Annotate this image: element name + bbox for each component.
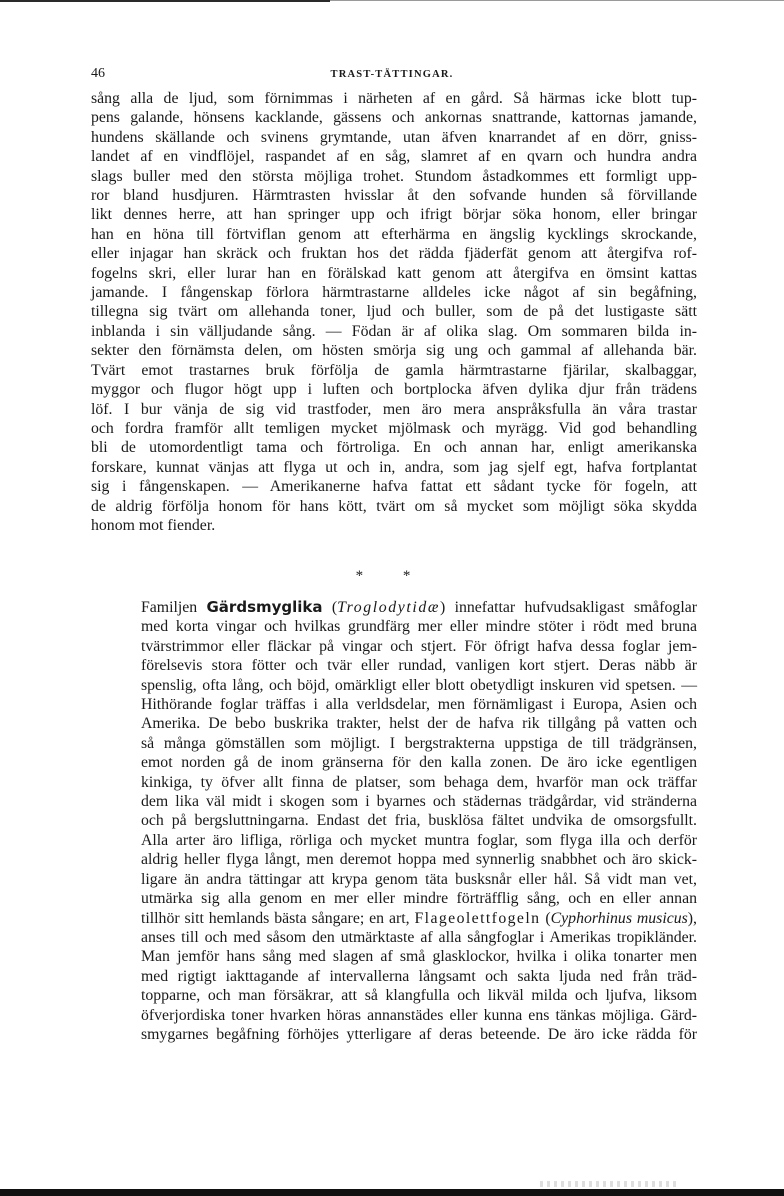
text-line: och på bergsluttningarna. Endast det fria, busklösa fältet undvika de omsorgsfullt. <box>141 812 697 830</box>
top-edge-rule <box>0 0 330 2</box>
text-run: ), <box>687 909 697 927</box>
page-number: 46 <box>91 66 105 81</box>
text-line: aldrig heller flyga långt, men deremot hoppa med synnerlig snabbhet och äro skick- <box>141 851 697 869</box>
text-line: landet af en vindflöjel, raspandet af en såg, slamret af en qvarn och hundra andra <box>91 148 697 166</box>
text-run: ( <box>540 909 551 927</box>
running-head: TRAST-TÄTTINGAR. <box>330 69 454 80</box>
bottom-edge-rule <box>0 1189 784 1196</box>
text-line: spenslig, ofta lång, och böjd, omärkligt eller blott obetydligt inskuren vid spetsen. — <box>141 676 697 694</box>
text-line-species <box>91 909 697 928</box>
text-line: tvärstrimmor eller fläckar på vingar och stjert. För öfrigt hafva dessa foglar jem- <box>141 637 697 655</box>
text-line: hundens skällande och svinens grymtande, utan äfven knarrandet af en dörr, gniss- <box>91 128 697 146</box>
text-line: sång alla de ljud, som förnimmas i närheten af en gård. Så härmas icke blott tup- <box>91 90 697 107</box>
text-line: Man jemför hans sång med slagen af små glasklockor, hvilka i olika tonarter men <box>141 948 697 966</box>
text-line: pens galande, hönsens kacklande, gässens och ankornas snattrande, kattornas jamande, <box>91 109 697 127</box>
text-line: Tvärt emot trastarnes bruk förfölja de gamla härmtrastarne fjärilar, skalbaggar, <box>91 361 697 379</box>
text-run: Familjen <box>141 599 207 616</box>
family-name: Gärdsmyglika <box>206 598 323 616</box>
text-line: öfverjordiska toner hvarken höras annanstädes eller kunna ens tänkas möjliga. Gärd- <box>141 1006 697 1024</box>
text-run: ) innefattar hufvudsakligast småfoglar <box>440 599 697 616</box>
text-line: honom mot fiender. <box>91 516 216 534</box>
text-line: Alla arter äro lifliga, rörliga och mycket muntra foglar, som flyga illa och derför <box>141 831 697 849</box>
text-line: jamande. I fångenskap förlora härmtrastarne alldeles icke något af sin begåfning, <box>91 284 697 302</box>
text-line: sekter den förnämsta delen, om hösten smörja sig ung och gammal af allehanda bär. <box>91 342 697 360</box>
text-line: bli de utomordentligt tama och förtroliga. En och annan har, enligt amerikanska <box>91 439 697 457</box>
text-line: dem lika väl midt i skogen som i byarnes och städernas trädgårdar, vid stränderna <box>141 793 697 811</box>
text-line: slags buller med den största möjliga trohet. Stundom åstadkommes ett formligt upp- <box>91 167 697 185</box>
text-line: och fordra framför allt temligen mycket mjölmask och myrägg. Vid god behandling <box>91 419 697 437</box>
section-separator: * * <box>355 568 429 584</box>
text-line: med rigtigt iakttagande af intervallerna långsamt och sakta ljuda ned från träd- <box>141 967 697 985</box>
text-line: ligare än andra tättingar att krypa genom täta busksnår eller hål. Så vidt man vet, <box>141 870 697 888</box>
text-line: kinkiga, ty öfver allt finna de platser, som behaga dem, hvarför man ock träffar <box>141 773 697 791</box>
text-line: likt dennes herre, att han springer upp och ifrigt börjar söka honom, eller bringar <box>91 206 697 224</box>
text-line: eller injagar han skräck och fruktan hos det rädda fjäderfät genom att återgifva rof- <box>91 245 697 263</box>
text-line-first <box>91 598 697 617</box>
text-line: löf. I bur vänja de sig vid trastfoder, men äro mera anspråksfulla än våra trastar <box>91 400 697 418</box>
text-line: topparne, och man försäkrar, att så klangfulla och likväl milda och ljufva, liksom <box>141 987 697 1005</box>
text-line: ror bland husdjuren. Härmtrasten hvisslar åt den sofvande hunden så förvillande <box>91 187 697 205</box>
text-line: Amerika. De bebo buskrika trakter, helst der de hafva rik tillgång på vatten och <box>141 715 697 733</box>
text-line: förelsevis stora fötter och tvär eller rundad, vanligen kort stjert. Deras näbb är <box>141 657 697 675</box>
text-line: han en höna till förtviflan genom att efterhärma en ängslig kycklings skrockande, <box>91 225 697 243</box>
text-line: sig i fångenskapen. — Amerikanerne hafva fattat ett sådant tycke för fogeln, att <box>91 478 697 496</box>
text-line: fogelns skri, eller lurar han en förälskad katt genom att återgifva en ömsint kattas <box>91 264 697 282</box>
text-line: de aldrig förfölja honom för hans kött, tvärt om så mycket som möjligt söka skydda <box>91 497 697 515</box>
text-line: myggor och flugor högt upp i luften och bortplocka äfven dylika djur från trädens <box>91 381 697 399</box>
text-line: forskare, kunnat vänjas att flyga ut och in, andra, som jag sjelf egt, hafva fortplantat <box>91 458 697 476</box>
text-run: ( <box>322 599 338 616</box>
family-latin-name: Troglodytidæ <box>337 599 441 616</box>
text-line: med korta vingar och hvilkas grundfärg mer eller mindre stöter i rödt med bruna <box>141 618 697 636</box>
text-line: tillegna sig tvärt om allehanda toner, ljud och buller, som de på det lustigaste sätt <box>91 303 697 321</box>
species-common-name: Flageolettfogeln <box>414 909 541 927</box>
text-line: utmärka sig alla genom en mer eller mindre förträfflig sång, och en eller annan <box>141 890 697 908</box>
text-line: Hithörande foglar träffas i alla verldsdelar, men förnämligast i Europa, Asien och <box>141 696 697 714</box>
paragraph-wren-family <box>91 598 697 1044</box>
text-line: inblanda i sin välljudande sång. — Födan är af olika slag. Om sommaren bilda in- <box>91 322 697 340</box>
text-run: tillhör sitt hemlands bästa sångare; en art, <box>141 909 415 927</box>
top-edge-rule-faint <box>330 0 784 1</box>
text-line: emot norden gå de inom gränserna för den kalla zonen. De äro icke egentligen <box>141 754 697 772</box>
scan-smudge <box>540 1181 680 1187</box>
text-line: anses till och med såsom den utmärktaste af alla sångfoglar i Amerikas tropikländer. <box>141 928 697 946</box>
paragraph-mockingbird-text <box>91 89 697 535</box>
text-line: smygarnes begåfning förhöjes ytterligare af deras beteende. De äro icke rädda för <box>141 1025 697 1043</box>
text-line: så många gömställen som möjligt. I bergstrakterna uppstiga de till trädgränsen, <box>141 734 697 752</box>
species-latin-name: Cyphorhinus musicus <box>550 909 688 927</box>
